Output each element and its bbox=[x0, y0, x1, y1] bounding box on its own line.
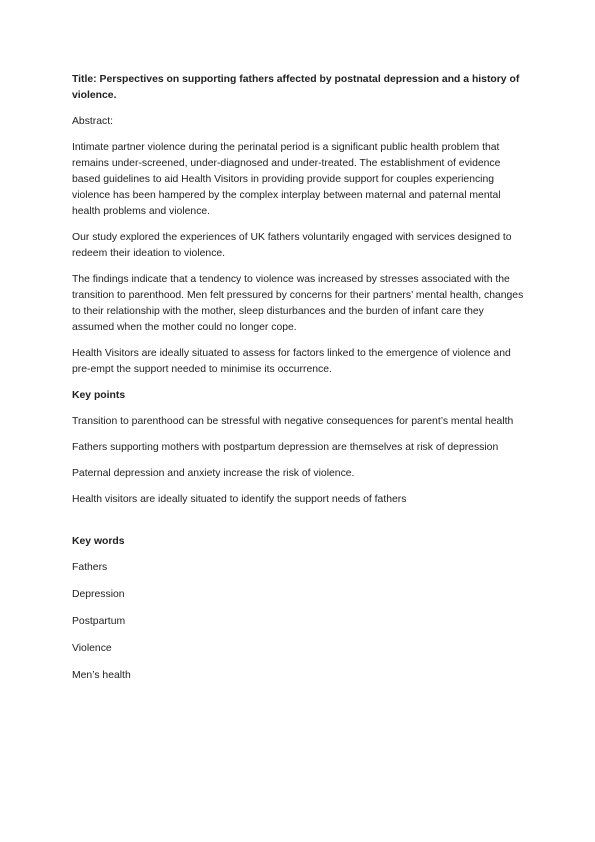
key-point-item: Transition to parenthood can be stressful with negative consequences for parent’s mental health bbox=[72, 416, 514, 427]
key-point-item: Paternal depression and anxiety increase the risk of violence. bbox=[72, 468, 355, 479]
key-word-item: Fathers bbox=[72, 562, 108, 573]
key-points-list bbox=[72, 414, 527, 508]
key-point-item: Fathers supporting mothers with postpartum depression are themselves at risk of depression bbox=[72, 442, 499, 453]
abstract-paragraph: Our study explored the experiences of UK fathers voluntarily engaged with services designed to redeem their ideation to violence. bbox=[72, 232, 512, 259]
abstract-paragraph: Health Visitors are ideally situated to assess for factors linked to the emergence of violence and pre-empt the support needed to minimise its occurrence. bbox=[72, 348, 511, 375]
key-word-item: Depression bbox=[72, 589, 125, 600]
abstract-paragraph: The findings indicate that a tendency to violence was increased by stresses associated with the transition to parenthood. Men felt pressured by concerns for their partners’ mental health, changes to their relationship with the mother, sleep disturbances and the burden of infant care they assumed when the mother could no longer cope. bbox=[72, 274, 524, 333]
section-spacer bbox=[72, 518, 527, 534]
key-words-list bbox=[72, 560, 527, 684]
abstract-paragraph: Intimate partner violence during the perinatal period is a significant public health problem that remains under-screened, under-diagnosed and under-treated. The establishment of evidence based guidelines to aid Health Visitors in providing provide support for couples experiencing violence has been hampered by the complex interplay between maternal and paternal mental health problems and violence. bbox=[72, 142, 501, 217]
key-word-item: Postpartum bbox=[72, 616, 126, 627]
key-word-item: Men’s health bbox=[72, 670, 131, 681]
key-words-heading: Key words bbox=[72, 536, 125, 547]
abstract-label: Abstract: bbox=[72, 116, 113, 127]
document-title: Title: Perspectives on supporting fathers affected by postnatal depression and a history of violence. bbox=[72, 74, 520, 101]
key-point-item: Health visitors are ideally situated to identify the support needs of fathers bbox=[72, 494, 407, 505]
document-page bbox=[72, 72, 527, 695]
key-word-item: Violence bbox=[72, 643, 112, 654]
key-points-heading: Key points bbox=[72, 390, 126, 401]
